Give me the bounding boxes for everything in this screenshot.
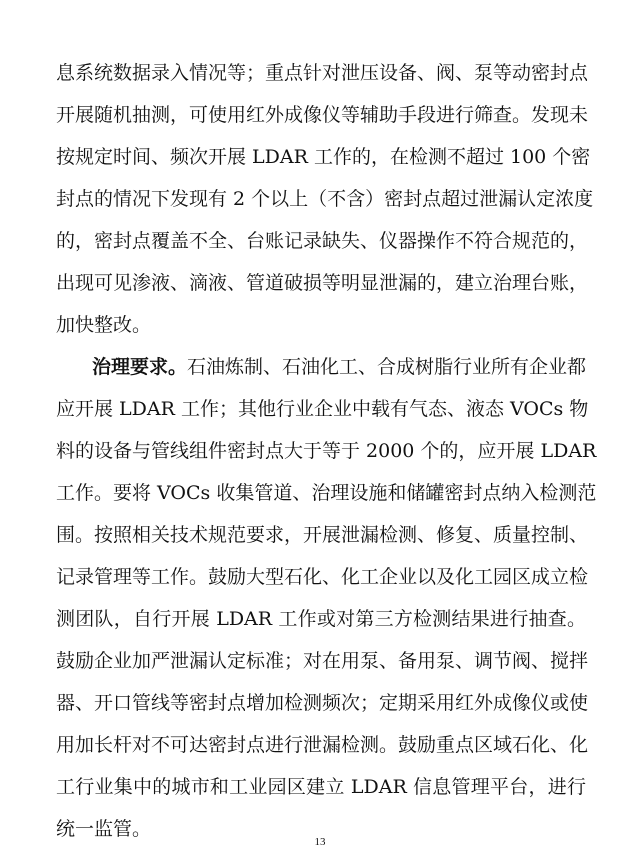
section-heading-line: [92, 346, 586, 388]
paragraph-line: 工作。要将 VOCs 收集管道、治理设施和储罐密封点纳入检测范: [56, 482, 597, 504]
paragraph-line: 器、开口管线等密封点增加检测频次；定期采用红外成像仪或使: [56, 692, 589, 714]
paragraph-line: 封点的情况下发现有 2 个以上（不含）密封点超过泄漏认定浓度: [56, 188, 594, 210]
paragraph-line: 开展随机抽测，可使用红外成像仪等辅助手段进行筛查。发现未: [56, 104, 589, 126]
paragraph-line: 工行业集中的城市和工业园区建立 LDAR 信息管理平台，进行: [56, 776, 586, 798]
paragraph-line: 息系统数据录入情况等；重点针对泄压设备、阀、泵等动密封点: [56, 62, 589, 84]
paragraph-line: 应开展 LDAR 工作；其他行业企业中载有气态、液态 VOCs 物: [56, 398, 589, 420]
paragraph-line: 围。按照相关技术规范要求，开展泄漏检测、修复、质量控制、: [56, 524, 589, 546]
paragraph-line: 的，密封点覆盖不全、台账记录缺失、仪器操作不符合规范的，: [56, 230, 589, 252]
paragraph-line: 记录管理等工作。鼓励大型石化、化工企业以及化工园区成立检: [56, 566, 589, 588]
paragraph-line: 测团队，自行开展 LDAR 工作或对第三方检测结果进行抽查。: [56, 608, 586, 630]
paragraph-line: 加快整改。: [56, 314, 152, 336]
paragraph-line: 料的设备与管线组件密封点大于等于 2000 个的，应开展 LDAR: [56, 440, 597, 462]
paragraph-text: 石油炼制、石油化工、合成树脂行业所有企业都: [187, 356, 587, 378]
paragraph-line: 用加长杆对不可达密封点进行泄漏检测。鼓励重点区域石化、化: [56, 734, 589, 756]
paragraph-line: 鼓励企业加严泄漏认定标准；对在用泵、备用泵、调节阀、搅拌: [56, 650, 589, 672]
paragraph-line: 统一监管。: [56, 818, 152, 840]
paragraph-line: 出现可见渗液、滴液、管道破损等明显泄漏的，建立治理台账，: [56, 272, 589, 294]
page-number: 13: [314, 836, 326, 848]
paragraph-line: 按规定时间、频次开展 LDAR 工作的，在检测不超过 100 个密: [56, 146, 591, 168]
section-heading: 治理要求。: [92, 356, 188, 378]
